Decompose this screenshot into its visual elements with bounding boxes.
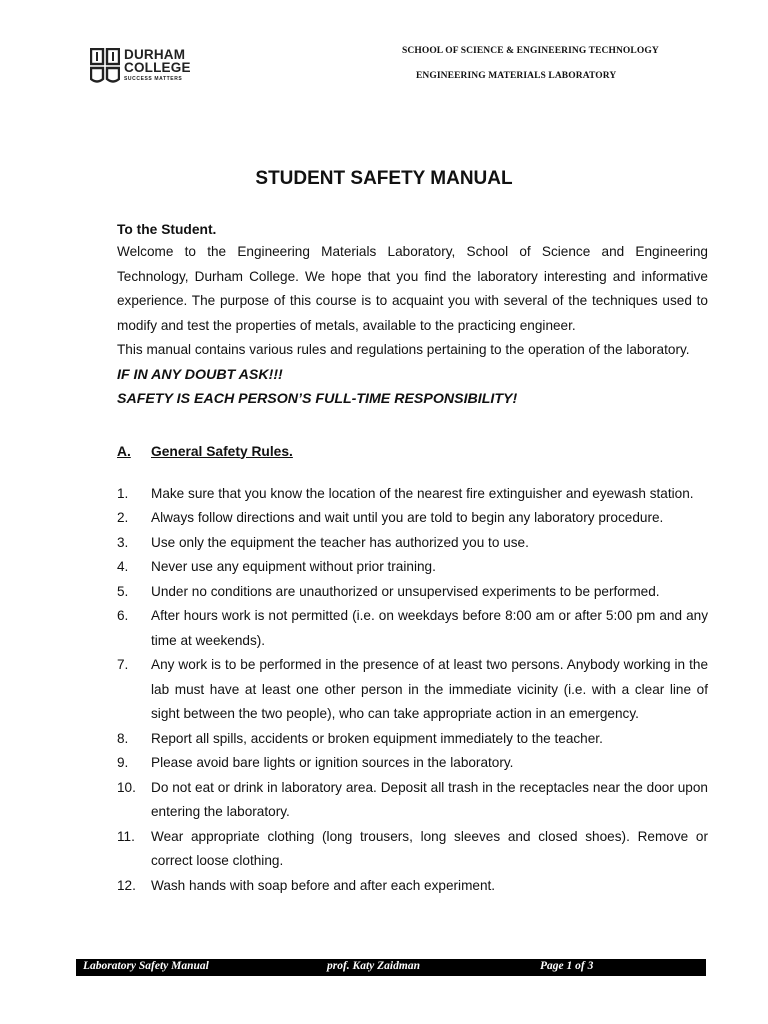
rule-text: Wear appropriate clothing (long trousers, long sleeves and closed shoes). Remove or correct loose clothing. [151,828,708,868]
rule-number: 1. [117,485,129,501]
rule-item [117,506,708,531]
header-school: SCHOOL OF SCIENCE & ENGINEERING TECHNOLOGY [402,46,659,56]
rules-list [117,482,708,899]
rule-text: Make sure that you know the location of the nearest fire extinguisher and eyewash station. [151,485,694,501]
document-body [117,220,708,898]
footer-manual-title: Laboratory Safety Manual [83,960,209,972]
header-lab: ENGINEERING MATERIALS LABORATORY [416,71,617,81]
rule-item [117,531,708,556]
rule-text: Any work is to be performed in the presence of at least two persons. Anybody working in the lab must have at least one other person in the immediate vicinity (i.e. with a clear line of sight between the two people), who can take appropriate action in an emergency. [151,657,708,721]
rule-text: After hours work is not permitted (i.e. on weekdays before 8:00 am or after 5:00 pm and any time at weekends). [151,608,708,648]
rule-item [117,776,708,825]
document-title: STUDENT SAFETY MANUAL [255,168,513,189]
rule-text: Wash hands with soap before and after each experiment. [151,877,496,893]
section-a-title: General Safety Rules. [151,443,293,459]
intro-heading: To the Student. [117,222,217,237]
intro-paragraph-2: This manual contains various rules and regulations pertaining to the operation of the laboratory. [117,342,690,357]
footer-page-number: Page 1 of 3 [540,960,594,972]
rule-text: Never use any equipment without prior training. [151,559,436,574]
rule-text: Report all spills, accidents or broken equipment immediately to the teacher. [151,730,603,746]
rule-number: 11. [117,828,135,844]
rule-item [117,751,708,776]
durham-college-logo [90,48,200,88]
rule-text: Under no conditions are unauthorized or unsupervised experiments to be performed. [151,583,660,599]
logo-line2: COLLEGE [124,60,191,75]
section-a-letter: A. [117,443,131,459]
logo-mark-icon [90,48,120,84]
rule-number: 6. [117,608,129,623]
rule-item [117,604,708,653]
logo-tagline: SUCCESS MATTERS [124,76,183,82]
rule-number: 10. [117,779,136,795]
rule-number: 8. [117,730,129,746]
rule-number: 3. [117,534,129,550]
rule-item [117,653,708,727]
rule-item [117,482,708,507]
footer-author: prof. Katy Zaidman [327,960,420,972]
rule-text: Please avoid bare lights or ignition sources in the laboratory. [151,755,514,770]
rule-item [117,555,708,580]
emphasis-ask: IF IN ANY DOUBT ASK!!! [117,366,283,383]
intro-paragraph-1: Welcome to the Engineering Materials Laboratory, School of Science and Engineering Technology, Durham College. We hope that you find the laboratory interesting and informative experience. The purpose of this course is to acquaint you with several of the techniques used to modify and test the properties of metals, available to the practicing engineer. [117,244,708,333]
rule-text: Use only the equipment the teacher has authorized you to use. [151,534,529,550]
rule-item [117,874,708,899]
rule-item [117,825,708,874]
page-footer [76,959,706,976]
rule-number: 4. [117,559,129,574]
rule-number: 2. [117,510,129,525]
emphasis-safety: SAFETY IS EACH PERSON’S FULL-TIME RESPONSIBILITY! [117,391,518,407]
rule-item [117,727,708,752]
section-a-heading [117,442,708,462]
rule-number: 9. [117,755,129,770]
rule-number: 7. [117,657,129,672]
logo-line1: DURHAM [124,47,186,62]
rule-text: Always follow directions and wait until you are told to begin any laboratory procedure. [151,510,664,525]
rule-number: 5. [117,583,129,599]
rule-number: 12. [117,877,136,893]
rule-item [117,580,708,605]
rule-text: Do not eat or drink in laboratory area. Deposit all trash in the receptacles near the door upon entering the laboratory. [151,779,708,819]
